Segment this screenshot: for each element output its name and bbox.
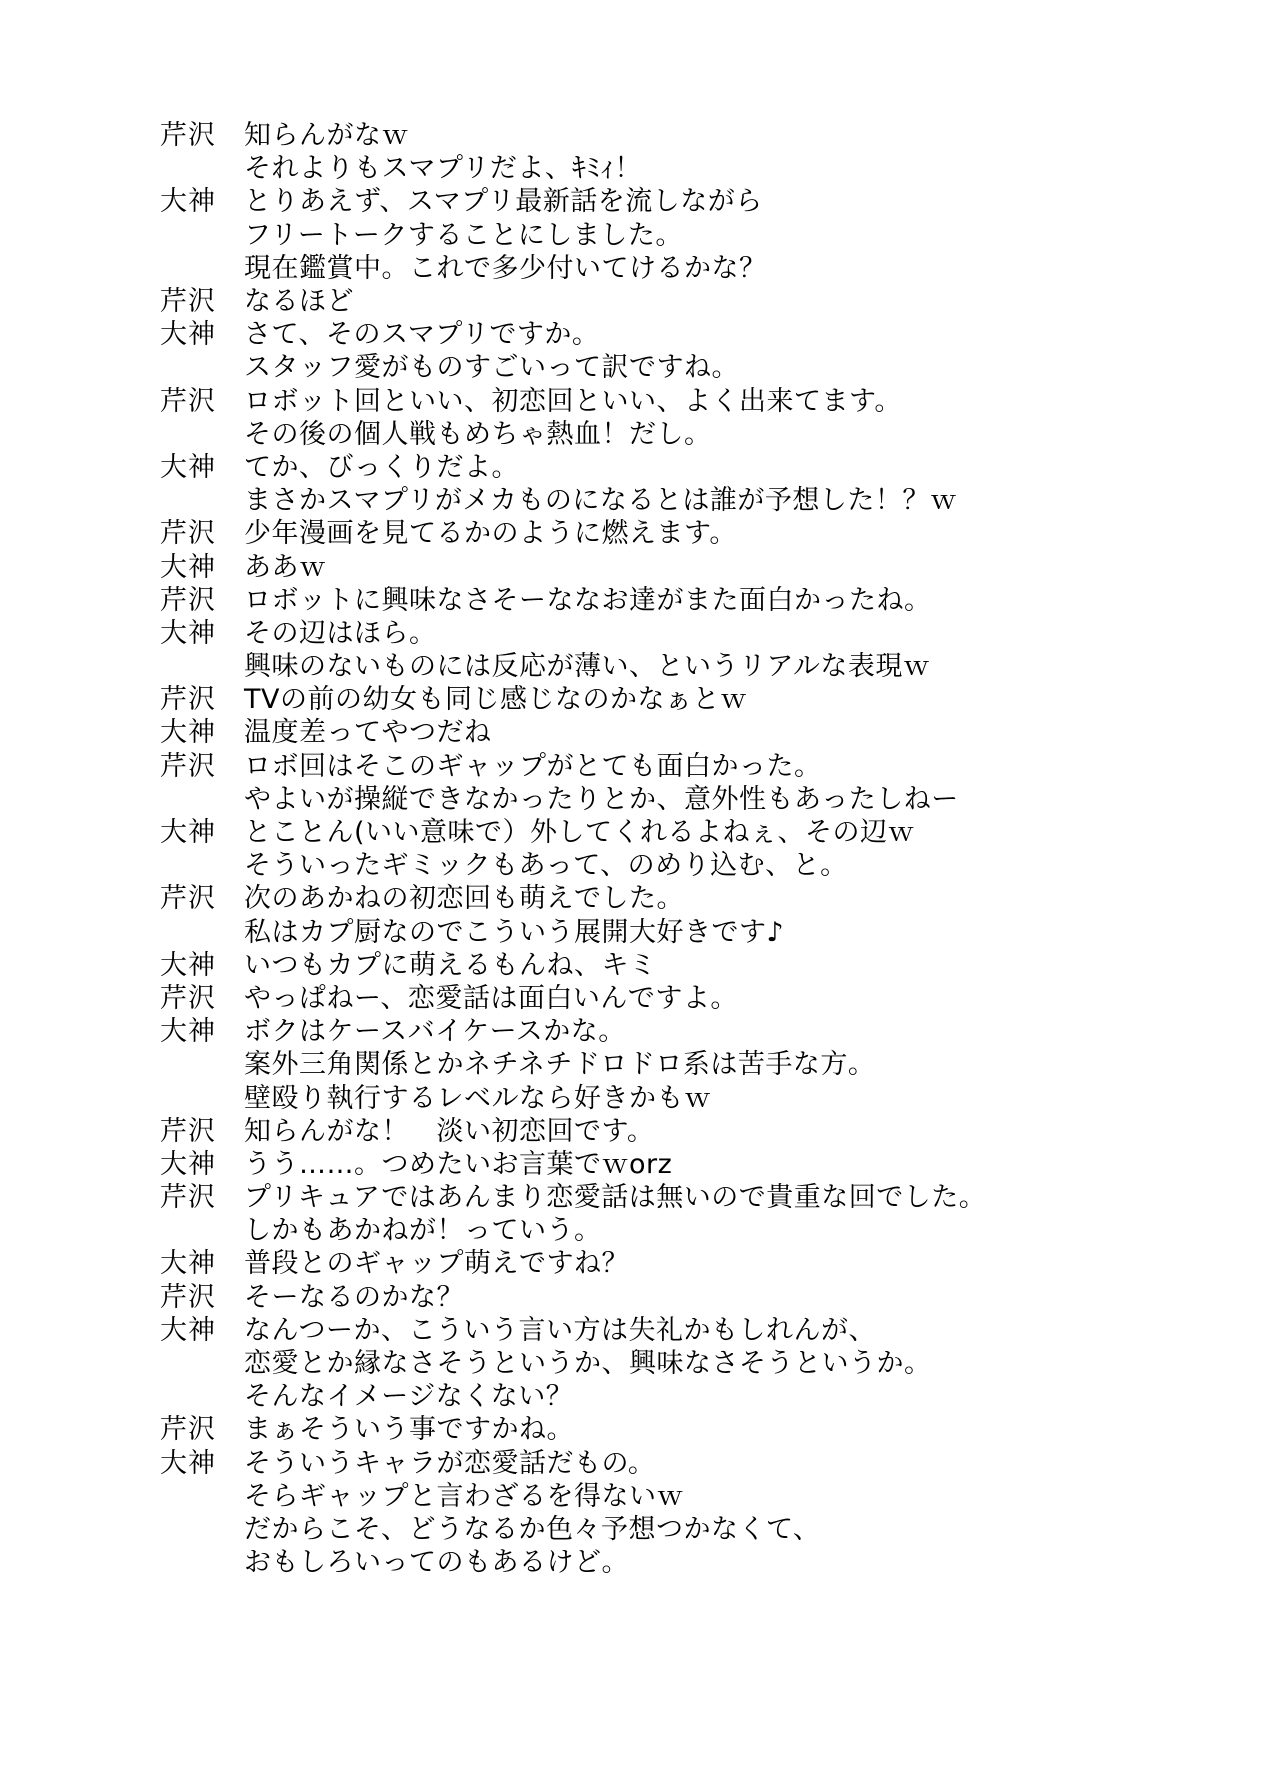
dialogue-line: [160, 1311, 1240, 1344]
dialogue-text: なんつーか、こういう言い方は失礼かもしれんが、: [244, 1314, 876, 1346]
speaker-name: 芹沢: [160, 1281, 216, 1313]
speaker-name: 芹沢: [160, 518, 216, 550]
dialogue-text: その辺はほら。: [244, 617, 437, 649]
dialogue-line: [160, 1510, 1240, 1543]
dialogue-line: [160, 1012, 1240, 1048]
dialogue-line: [160, 879, 1240, 915]
dialogue-line: [160, 713, 1240, 749]
dialogue-text: 普段とのギャップ萌えですね？: [244, 1248, 629, 1280]
speaker-name: 大神: [160, 1016, 216, 1048]
dialogue-line: [160, 348, 1240, 384]
dialogue-text: しかもあかねが！っていう。: [244, 1215, 602, 1247]
dialogue-line: [160, 216, 1240, 249]
dialogue-text: 壁殴り執行するレベルなら好きかもｗ: [244, 1082, 712, 1114]
dialogue-text: うう……。つめたいお言葉でｗorz: [244, 1148, 673, 1180]
speaker-name: 大神: [160, 617, 216, 649]
dialogue-text: ボクはケースバイケースかな。: [244, 1016, 626, 1048]
dialogue-line: [160, 1444, 1240, 1477]
speaker-name: 大神: [160, 1148, 216, 1180]
dialogue-text: てか、びっくりだよ。: [244, 451, 519, 483]
speaker-name: 大神: [160, 451, 216, 483]
dialogue-line: [160, 448, 1240, 481]
dialogue-text: それよりもスマプリだよ、ｷﾐｨ！: [244, 153, 642, 185]
speaker-name: 大神: [160, 551, 216, 583]
speaker-name: 芹沢: [160, 286, 216, 318]
dialogue-line: [160, 614, 1240, 647]
dialogue-text: ロボ回はそこのギャップがとても面白かった。: [244, 750, 822, 782]
dialogue-text: そんなイメージなくない？: [244, 1381, 574, 1413]
speaker-name: 大神: [160, 717, 216, 749]
dialogue-line: [160, 1244, 1240, 1280]
dialogue-text: スタッフ愛がものすごいって訳ですね。: [244, 352, 739, 384]
dialogue-text: プリキュアではあんまり恋愛話は無いので貴重な回でした。: [244, 1182, 987, 1214]
speaker-name: 芹沢: [160, 584, 216, 616]
dialogue-text: 知らんがなｗ: [244, 120, 409, 152]
dialogue-text: ああｗ: [244, 551, 327, 583]
dialogue-text: そらギャップと言わざるを得ないｗ: [244, 1480, 684, 1512]
dialogue-text: 次のあかねの初恋回も萌えでした。: [244, 883, 684, 915]
dialogue-line: [160, 415, 1240, 448]
dialogue-line: [160, 1477, 1240, 1510]
dialogue-line: [160, 581, 1240, 614]
speaker-name: 大神: [160, 1248, 216, 1280]
speaker-name: 芹沢: [160, 120, 216, 152]
dialogue-text: そういうキャラが恋愛話だもの。: [244, 1447, 656, 1479]
dialogue-line: [160, 315, 1240, 351]
dialogue-text: まぁそういう事ですかね。: [244, 1414, 574, 1446]
dialogue-line: [160, 913, 1240, 946]
dialogue-line: [160, 780, 1240, 813]
dialogue-text: 恋愛とか縁なさそうというか、興味なさそうというか。: [244, 1348, 932, 1380]
dialogue-text: まさかスマプリがメカものになるとは誰が予想した！？ｗ: [244, 485, 958, 517]
speaker-name: 芹沢: [160, 750, 216, 782]
dialogue-text: 案外三角関係とかネチネチドロドロ系は苦手な方。: [244, 1049, 876, 1081]
dialogue-text: 少年漫画を見てるかのように燃えます。: [244, 518, 737, 550]
dialogue-text: 温度差ってやつだね: [244, 717, 492, 749]
dialogue-text: いつもカプに萌えるもんね、キミ: [244, 949, 657, 981]
dialogue-line: [160, 1344, 1240, 1380]
speaker-name: 芹沢: [160, 1414, 216, 1446]
dialogue-text: 現在鑑賞中。これで多少付いてけるかな？: [244, 252, 767, 284]
dialogue-text: ロボットに興味なさそーななお達がまた面白かったね。: [244, 584, 932, 616]
dialogue-script: [160, 116, 1240, 1579]
dialogue-line: [160, 1112, 1240, 1145]
speaker-name: 大神: [160, 1447, 216, 1479]
dialogue-text: やっぱねー、恋愛話は面白いんですよ。: [244, 982, 738, 1014]
dialogue-line: [160, 1278, 1240, 1311]
speaker-name: 芹沢: [160, 982, 216, 1014]
dialogue-line: [160, 1211, 1240, 1247]
speaker-name: 大神: [160, 817, 216, 849]
dialogue-line: [160, 1377, 1240, 1413]
dialogue-text: だからこそ、どうなるか色々予想つかなくて、: [244, 1513, 821, 1545]
speaker-name: 大神: [160, 319, 216, 351]
dialogue-text: おもしろいってのもあるけど。: [244, 1547, 629, 1579]
dialogue-line: [160, 1045, 1240, 1081]
dialogue-line: [160, 846, 1240, 882]
dialogue-line: [160, 946, 1240, 979]
dialogue-text: とりあえず、スマプリ最新話を流しながら: [244, 186, 763, 218]
dialogue-text: フリートークすることにしました。: [244, 219, 683, 251]
dialogue-line: [160, 813, 1240, 849]
speaker-name: 芹沢: [160, 385, 216, 417]
dialogue-line: [160, 481, 1240, 517]
dialogue-text: TVの前の幼女も同じ感じなのかなぁとｗ: [244, 684, 748, 716]
speaker-name: 芹沢: [160, 1182, 216, 1214]
speaker-name: 芹沢: [160, 1115, 216, 1147]
dialogue-line: [160, 1078, 1240, 1114]
dialogue-text: 私はカプ厨なのでこういう展開大好きです♪: [244, 916, 785, 948]
dialogue-line: [160, 747, 1240, 780]
dialogue-text: とことん(いい意味で）外してくれるよねぇ、その辺ｗ: [244, 817, 916, 849]
dialogue-line: [160, 182, 1240, 218]
speaker-name: 大神: [160, 1314, 216, 1346]
dialogue-line: [160, 547, 1240, 583]
dialogue-line: [160, 514, 1240, 550]
dialogue-text: 知らんがな！ 淡い初恋回です。: [244, 1115, 655, 1147]
speaker-name: 芹沢: [160, 883, 216, 915]
dialogue-line: [160, 116, 1240, 152]
dialogue-text: やよいが操縦できなかったりとか、意外性もあったしねー: [244, 783, 959, 815]
dialogue-line: [160, 149, 1240, 185]
speaker-name: 芹沢: [160, 684, 216, 716]
speaker-name: 大神: [160, 186, 216, 218]
dialogue-line: [160, 1178, 1240, 1214]
dialogue-text: 興味のないものには反応が薄い、というリアルな表現ｗ: [244, 651, 931, 683]
dialogue-line: [160, 1410, 1240, 1446]
dialogue-line: [160, 680, 1240, 716]
speaker-name: 大神: [160, 949, 216, 981]
dialogue-text: さて、そのスマプリですか。: [244, 319, 600, 351]
dialogue-line: [160, 249, 1240, 282]
dialogue-text: ロボット回といい、初恋回といい、よく出来てます。: [244, 385, 902, 417]
dialogue-line: [160, 282, 1240, 318]
dialogue-line: [160, 647, 1240, 683]
dialogue-line: [160, 382, 1240, 415]
dialogue-line: [160, 1145, 1240, 1178]
dialogue-line: [160, 1543, 1240, 1579]
dialogue-text: そういったギミックもあって、のめり込む、と。: [244, 850, 848, 882]
dialogue-text: そーなるのかな？: [244, 1281, 464, 1313]
dialogue-text: なるほど: [244, 286, 354, 318]
dialogue-text: その後の個人戦もめちゃ熱血！だし。: [244, 418, 712, 450]
dialogue-line: [160, 979, 1240, 1012]
